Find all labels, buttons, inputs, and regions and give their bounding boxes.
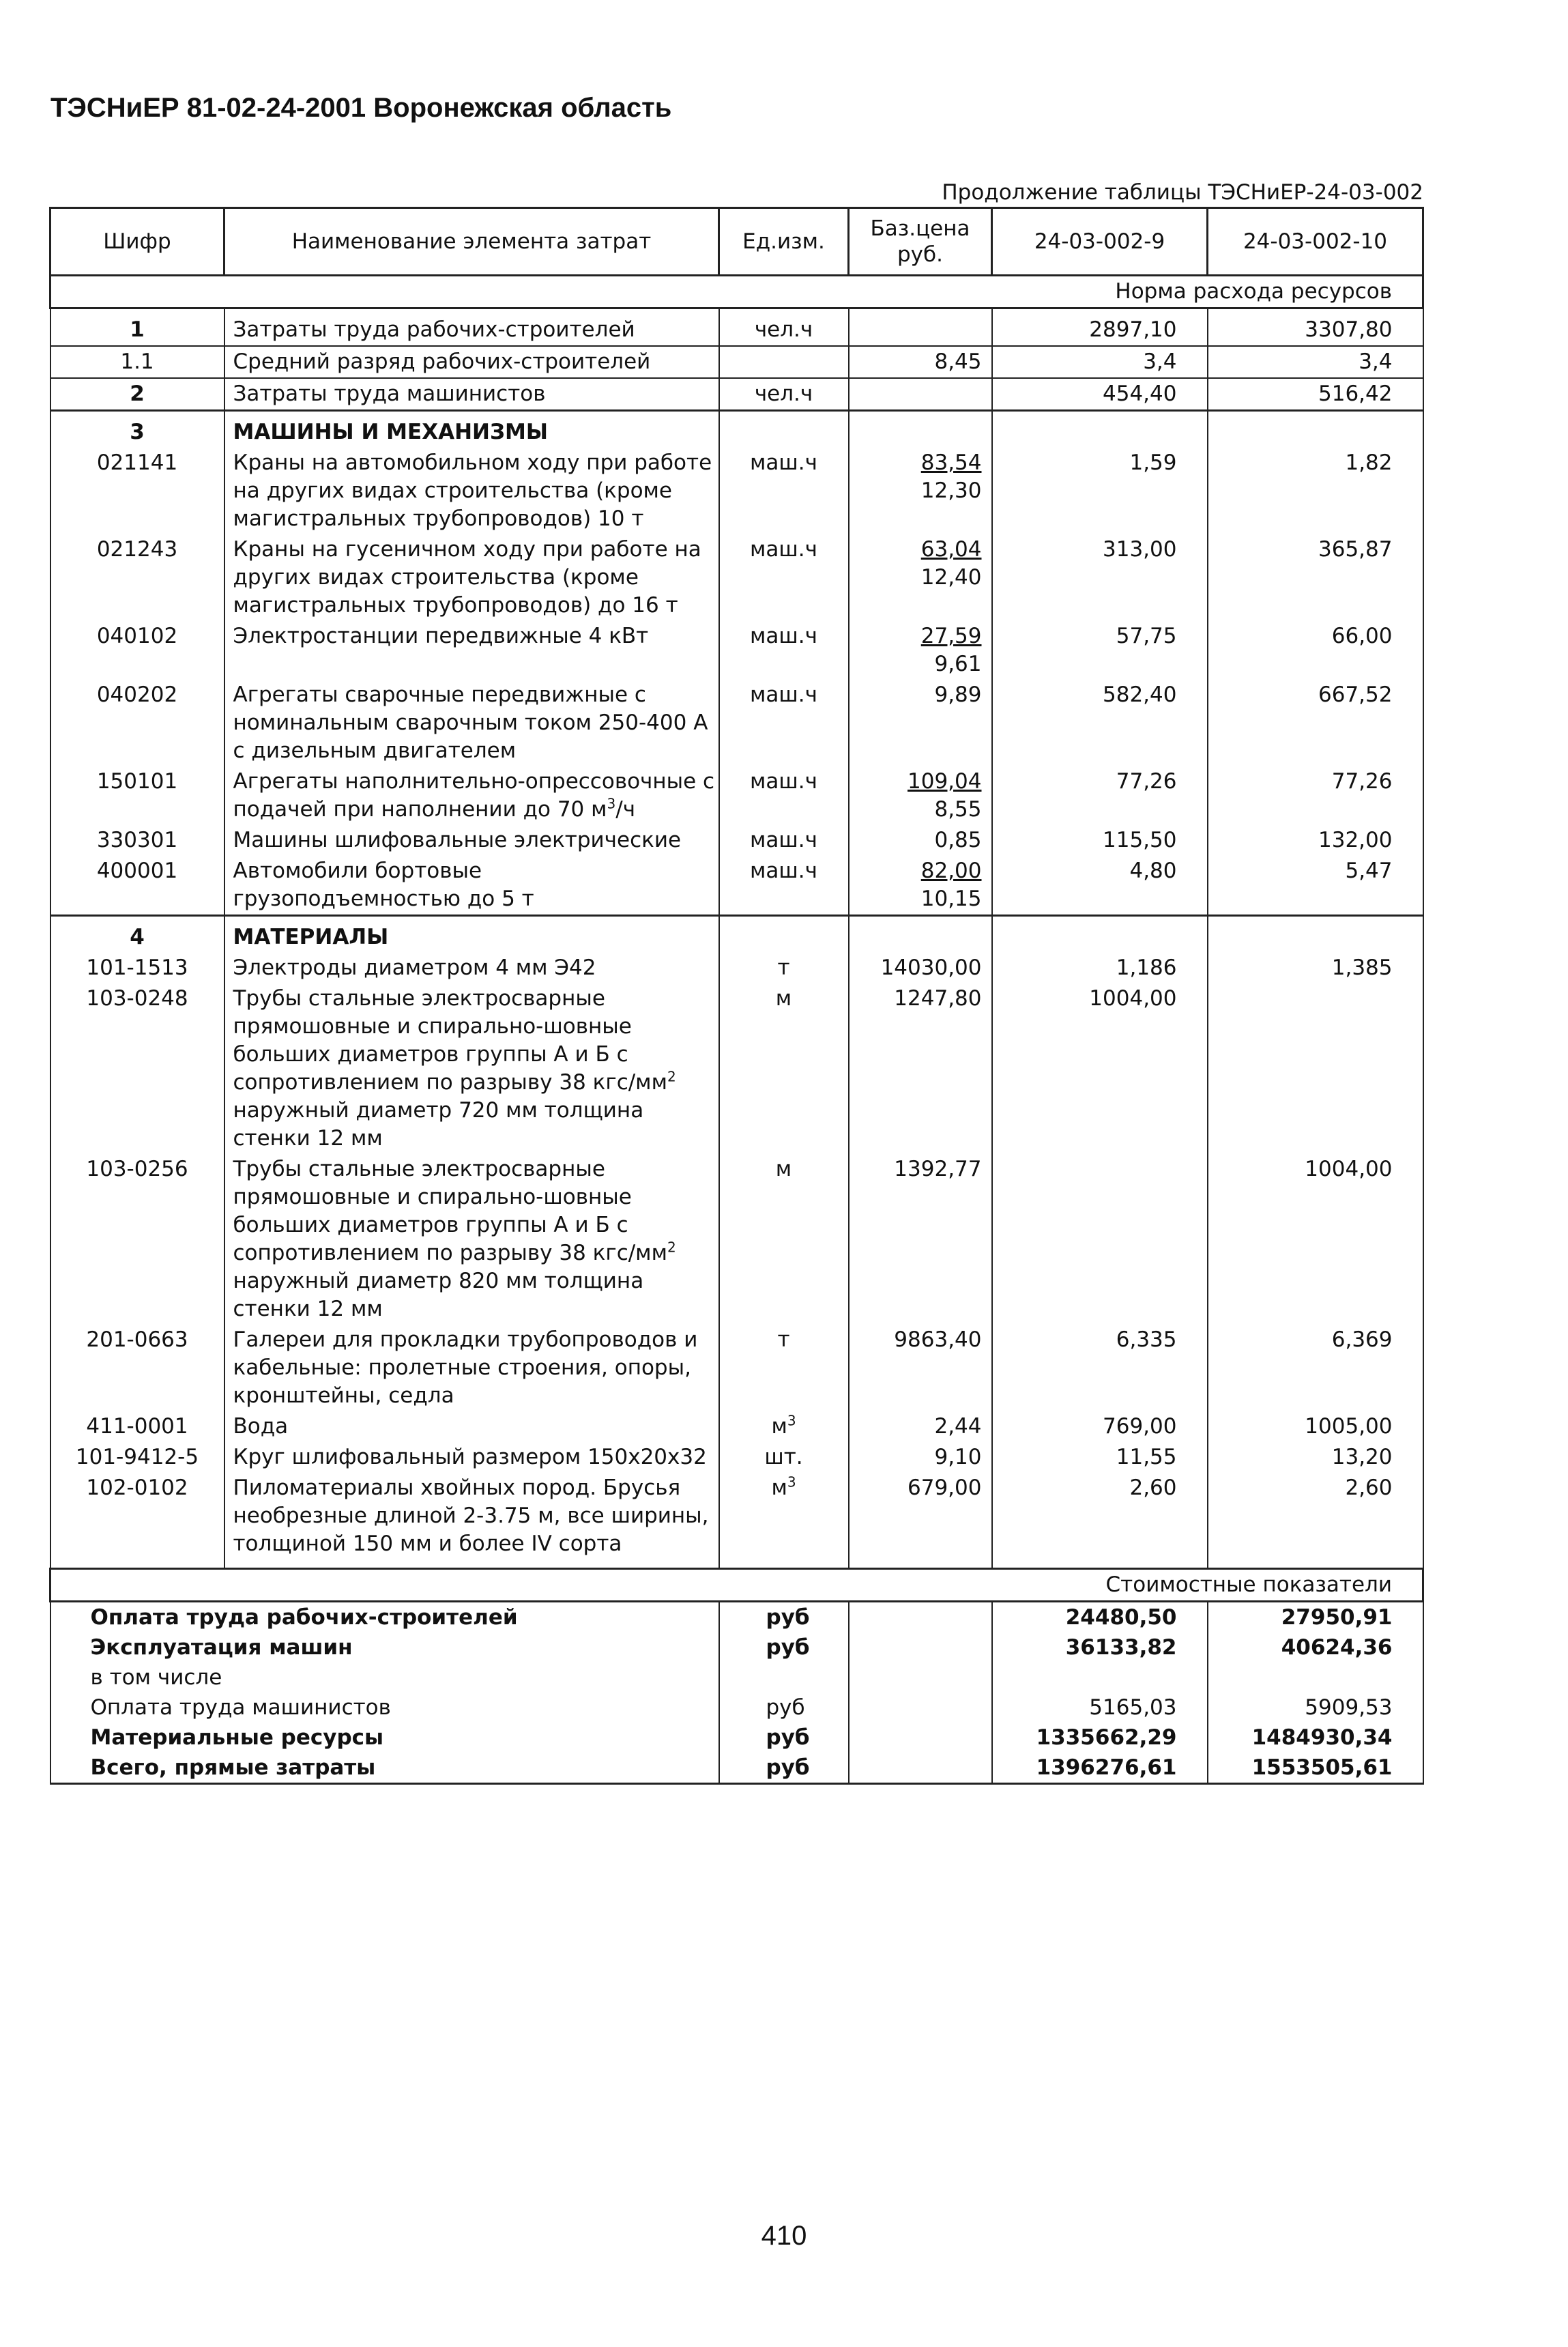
summary-unit: руб xyxy=(719,1723,849,1753)
row-unit-text: маш.ч xyxy=(750,682,817,707)
row-name-text: Машины шлифовальные электрические xyxy=(233,828,682,852)
price-top: 83,54 xyxy=(920,450,982,475)
row-name xyxy=(224,1473,719,1569)
header-name: Наименование элемента затрат xyxy=(224,208,719,276)
table-row xyxy=(50,856,1423,916)
row-name xyxy=(224,680,719,766)
row-value-b: 3307,80 xyxy=(1208,308,1423,347)
summary-value-b: 27950,91 xyxy=(1208,1602,1423,1633)
row-name-sup: 2 xyxy=(667,1239,676,1256)
summary-value-a: 36133,82 xyxy=(992,1632,1208,1662)
row-value-b: 667,52 xyxy=(1208,680,1423,766)
row-value-b: 1005,00 xyxy=(1208,1411,1423,1442)
summary-row xyxy=(50,1693,1423,1723)
price-fraction xyxy=(921,536,982,592)
row-unit xyxy=(719,448,849,534)
row-code: 1.1 xyxy=(50,346,224,378)
table-row xyxy=(50,916,1423,953)
table-row xyxy=(50,448,1423,534)
row-name xyxy=(224,856,719,916)
row-name xyxy=(224,1154,719,1325)
price-fraction xyxy=(921,622,982,678)
row-value-a: 57,75 xyxy=(992,621,1208,680)
row-unit-text: маш.ч xyxy=(750,828,817,852)
row-code: 150101 xyxy=(50,766,224,825)
row-unit-text: чел.ч xyxy=(754,317,813,342)
row-price xyxy=(849,983,992,1154)
row-unit xyxy=(719,983,849,1154)
row-code: 2 xyxy=(50,378,224,411)
row-value-a: 1004,00 xyxy=(992,983,1208,1154)
summary-unit: руб xyxy=(719,1602,849,1633)
header-price-line2: руб. xyxy=(897,242,943,267)
row-value-a: 769,00 xyxy=(992,1411,1208,1442)
row-value-a: 1,186 xyxy=(992,953,1208,983)
summary-unit xyxy=(719,1662,849,1693)
row-price xyxy=(849,680,992,766)
row-code: 102-0102 xyxy=(50,1473,224,1569)
price-value: 9,89 xyxy=(934,682,982,707)
price-value: 1247,80 xyxy=(894,986,982,1011)
table-row xyxy=(50,621,1423,680)
row-code: 400001 xyxy=(50,856,224,916)
row-name xyxy=(224,534,719,621)
summary-price xyxy=(849,1602,992,1633)
table-header-row xyxy=(50,208,1423,276)
row-value-a: 313,00 xyxy=(992,534,1208,621)
price-value: 679,00 xyxy=(908,1475,982,1500)
row-value-a xyxy=(992,916,1208,953)
row-price xyxy=(849,1442,992,1473)
band-cost: Стоимостные показатели xyxy=(50,1569,1423,1602)
row-code: 101-9412-5 xyxy=(50,1442,224,1473)
summary-value-a: 5165,03 xyxy=(992,1693,1208,1723)
row-name xyxy=(224,346,719,378)
row-value-b: 3,4 xyxy=(1208,346,1423,378)
table-row xyxy=(50,534,1423,621)
row-unit xyxy=(719,534,849,621)
row-value-b: 13,20 xyxy=(1208,1442,1423,1473)
row-value-b: 6,369 xyxy=(1208,1325,1423,1411)
summary-unit: руб xyxy=(719,1693,849,1723)
row-unit-sup: 3 xyxy=(787,1473,796,1491)
document-title: ТЭСНиЕР 81-02-24-2001 Воронежская область xyxy=(50,93,672,123)
summary-price xyxy=(849,1632,992,1662)
row-name xyxy=(224,621,719,680)
row-unit xyxy=(719,1473,849,1569)
header-price-line1: Баз.цена xyxy=(870,216,970,241)
row-value-b: 365,87 xyxy=(1208,534,1423,621)
row-value-a: 4,80 xyxy=(992,856,1208,916)
summary-price xyxy=(849,1662,992,1693)
table-row xyxy=(50,378,1423,411)
row-unit-text: м xyxy=(771,1475,787,1500)
price-top: 82,00 xyxy=(920,859,982,883)
summary-value-b: 5909,53 xyxy=(1208,1693,1423,1723)
table-row xyxy=(50,680,1423,766)
row-code: 021243 xyxy=(50,534,224,621)
row-price xyxy=(849,448,992,534)
row-code: 411-0001 xyxy=(50,1411,224,1442)
summary-label: Всего, прямые затраты xyxy=(50,1753,719,1784)
row-value-a: 582,40 xyxy=(992,680,1208,766)
row-unit-text: маш.ч xyxy=(750,537,817,562)
row-name xyxy=(224,308,719,347)
row-code: 3 xyxy=(50,411,224,448)
row-code: 021141 xyxy=(50,448,224,534)
resource-norms-table xyxy=(49,207,1424,1785)
row-unit-text: чел.ч xyxy=(754,381,813,406)
row-value-b xyxy=(1208,983,1423,1154)
row-unit-text: т xyxy=(777,1327,790,1352)
band-norm: Норма расхода ресурсов xyxy=(50,276,1423,308)
band-cost-row xyxy=(50,1569,1423,1602)
summary-row xyxy=(50,1632,1423,1662)
row-unit xyxy=(719,1325,849,1411)
row-price xyxy=(849,1154,992,1325)
page-number: 410 xyxy=(761,2221,807,2251)
summary-label: Материальные ресурсы xyxy=(50,1723,719,1753)
table-row xyxy=(50,1325,1423,1411)
row-unit xyxy=(719,856,849,916)
header-col-a: 24-03-002-9 xyxy=(992,208,1208,276)
row-name-sup: 2 xyxy=(667,1068,676,1085)
row-price xyxy=(849,621,992,680)
row-unit-text: маш.ч xyxy=(750,450,817,475)
row-name-tail: /ч xyxy=(615,797,636,822)
row-name-text: Круг шлифовальный размером 150x20x32 xyxy=(233,1445,707,1469)
row-name xyxy=(224,953,719,983)
row-unit xyxy=(719,680,849,766)
row-unit xyxy=(719,953,849,983)
row-name-text: Электроды диаметром 4 мм Э42 xyxy=(233,955,596,980)
summary-row xyxy=(50,1662,1423,1693)
row-price xyxy=(849,346,992,378)
row-value-a xyxy=(992,411,1208,448)
summary-label: Эксплуатация машин xyxy=(50,1632,719,1662)
price-value: 9863,40 xyxy=(894,1327,982,1352)
row-value-b: 1004,00 xyxy=(1208,1154,1423,1325)
table-row xyxy=(50,1473,1423,1569)
table-row xyxy=(50,1411,1423,1442)
row-price xyxy=(849,534,992,621)
row-name xyxy=(224,1442,719,1473)
price-value: 1392,77 xyxy=(894,1157,982,1181)
row-price xyxy=(849,916,992,953)
table-row xyxy=(50,953,1423,983)
row-name-text: Трубы стальные электросварные прямошовные и спирально-шовные больших диаметров группы А и Б с сопротивлением по разрыву 38 кгс/мм xyxy=(233,1157,667,1265)
table-continuation-caption: Продолжение таблицы ТЭСНиЕР-24-03-002 xyxy=(942,180,1423,205)
summary-price xyxy=(849,1693,992,1723)
row-value-b: 77,26 xyxy=(1208,766,1423,825)
row-value-a: 1,59 xyxy=(992,448,1208,534)
row-price xyxy=(849,1473,992,1569)
price-top: 109,04 xyxy=(908,769,982,794)
row-name-text: Затраты труда машинистов xyxy=(233,381,546,406)
price-bottom: 12,30 xyxy=(920,478,982,503)
row-unit-text: маш.ч xyxy=(750,624,817,648)
header-code: Шифр xyxy=(50,208,224,276)
row-value-b: 516,42 xyxy=(1208,378,1423,411)
row-name-text: Электростанции передвижные 4 кВт xyxy=(233,624,649,648)
row-value-a: 3,4 xyxy=(992,346,1208,378)
summary-label: Оплата труда рабочих-строителей xyxy=(50,1602,719,1633)
row-value-b xyxy=(1208,916,1423,953)
summary-row xyxy=(50,1753,1423,1784)
row-unit-text: м xyxy=(775,1157,792,1181)
row-code: 040102 xyxy=(50,621,224,680)
summary-value-b: 40624,36 xyxy=(1208,1632,1423,1662)
row-value-a: 6,335 xyxy=(992,1325,1208,1411)
row-name xyxy=(224,916,719,953)
table-row xyxy=(50,825,1423,856)
row-unit-text: шт. xyxy=(764,1445,803,1469)
row-name-text: Краны на автомобильном ходу при работе на других видах строительства (кроме магистральных трубопроводов) 10 т xyxy=(233,450,712,531)
summary-label: Оплата труда машинистов xyxy=(50,1693,719,1723)
summary-row xyxy=(50,1723,1423,1753)
row-price xyxy=(849,378,992,411)
summary-value-a: 1335662,29 xyxy=(992,1723,1208,1753)
row-name xyxy=(224,411,719,448)
price-bottom: 8,55 xyxy=(934,797,982,822)
row-value-a: 77,26 xyxy=(992,766,1208,825)
row-name xyxy=(224,448,719,534)
table-row xyxy=(50,346,1423,378)
row-name-text: Трубы стальные электросварные прямошовные и спирально-шовные больших диаметров группы А и Б с сопротивлением по разрыву 38 кгс/мм xyxy=(233,986,667,1095)
price-bottom: 12,40 xyxy=(920,565,982,590)
row-name-text: Агрегаты наполнительно-опрессовочные с подачей при наполнении до 70 м xyxy=(233,769,715,822)
price-bottom: 10,15 xyxy=(920,887,982,911)
row-name-text: Агрегаты сварочные передвижные с номинальным сварочным током 250-400 А с дизельным двигателем xyxy=(233,682,708,763)
summary-row xyxy=(50,1602,1423,1633)
row-name-text: Краны на гусеничном ходу при работе на других видах строительства (кроме магистральных трубопроводов) до 16 т xyxy=(233,537,701,618)
price-top: 27,59 xyxy=(920,624,982,648)
row-value-b: 66,00 xyxy=(1208,621,1423,680)
row-name-text: МАТЕРИАЛЫ xyxy=(233,925,389,949)
row-price xyxy=(849,411,992,448)
row-unit-text: маш.ч xyxy=(750,769,817,794)
row-unit-text: м xyxy=(771,1414,787,1439)
row-unit xyxy=(719,411,849,448)
row-price xyxy=(849,308,992,347)
row-unit-text: маш.ч xyxy=(750,859,817,883)
row-name-text: Средний разряд рабочих-строителей xyxy=(233,349,651,374)
summary-unit: руб xyxy=(719,1632,849,1662)
row-value-b: 2,60 xyxy=(1208,1473,1423,1569)
row-code: 101-1513 xyxy=(50,953,224,983)
row-name xyxy=(224,825,719,856)
table-row xyxy=(50,1442,1423,1473)
row-unit-text: т xyxy=(777,955,790,980)
row-value-a: 2897,10 xyxy=(992,308,1208,347)
row-code: 201-0663 xyxy=(50,1325,224,1411)
row-code: 103-0256 xyxy=(50,1154,224,1325)
row-code: 040202 xyxy=(50,680,224,766)
table-row xyxy=(50,411,1423,448)
summary-value-b xyxy=(1208,1662,1423,1693)
price-bottom: 9,61 xyxy=(934,652,982,676)
row-value-b: 132,00 xyxy=(1208,825,1423,856)
price-fraction xyxy=(908,768,981,824)
row-name xyxy=(224,378,719,411)
price-value: 8,45 xyxy=(934,349,982,374)
row-name-text: Вода xyxy=(233,1414,289,1439)
row-unit-sup: 3 xyxy=(787,1412,796,1429)
row-value-b: 5,47 xyxy=(1208,856,1423,916)
row-unit xyxy=(719,308,849,347)
row-value-b xyxy=(1208,411,1423,448)
summary-label: в том числе xyxy=(50,1662,719,1693)
table-row xyxy=(50,766,1423,825)
row-value-b: 1,385 xyxy=(1208,953,1423,983)
table-row xyxy=(50,308,1423,347)
price-fraction xyxy=(921,449,982,505)
row-value-a: 454,40 xyxy=(992,378,1208,411)
row-value-a: 115,50 xyxy=(992,825,1208,856)
row-unit xyxy=(719,1411,849,1442)
row-unit xyxy=(719,346,849,378)
row-price xyxy=(849,953,992,983)
band-norm-row xyxy=(50,276,1423,308)
summary-unit: руб xyxy=(719,1753,849,1784)
row-unit xyxy=(719,1154,849,1325)
row-unit xyxy=(719,1442,849,1473)
summary-value-a: 1396276,61 xyxy=(992,1753,1208,1784)
summary-value-b: 1484930,34 xyxy=(1208,1723,1423,1753)
row-name-text: Автомобили бортовые грузоподъемностью до 5 т xyxy=(233,859,534,911)
row-code: 330301 xyxy=(50,825,224,856)
row-unit xyxy=(719,621,849,680)
row-name-rest: наружный диаметр 820 мм толщина стенки 12 мм xyxy=(233,1269,644,1321)
row-name-text: МАШИНЫ И МЕХАНИЗМЫ xyxy=(233,420,548,444)
row-name xyxy=(224,766,719,825)
row-unit-text: м xyxy=(775,986,792,1011)
row-code: 103-0248 xyxy=(50,983,224,1154)
price-value: 14030,00 xyxy=(880,955,982,980)
header-price xyxy=(849,208,992,276)
row-code: 1 xyxy=(50,308,224,347)
row-value-a: 2,60 xyxy=(992,1473,1208,1569)
row-price xyxy=(849,856,992,916)
price-value: 0,85 xyxy=(934,828,982,852)
row-name-text: Затраты труда рабочих-строителей xyxy=(233,317,635,342)
price-fraction xyxy=(921,857,982,913)
row-price xyxy=(849,766,992,825)
table-row xyxy=(50,1154,1423,1325)
row-value-a: 11,55 xyxy=(992,1442,1208,1473)
row-price xyxy=(849,825,992,856)
row-unit xyxy=(719,916,849,953)
summary-price xyxy=(849,1753,992,1784)
row-name-rest: наружный диаметр 720 мм толщина стенки 12 мм xyxy=(233,1098,644,1151)
row-value-b: 1,82 xyxy=(1208,448,1423,534)
row-name xyxy=(224,983,719,1154)
row-value-a xyxy=(992,1154,1208,1325)
row-price xyxy=(849,1411,992,1442)
summary-value-a: 24480,50 xyxy=(992,1602,1208,1633)
summary-price xyxy=(849,1723,992,1753)
row-name xyxy=(224,1325,719,1411)
header-col-b: 24-03-002-10 xyxy=(1208,208,1423,276)
row-name-text: Галереи для прокладки трубопроводов и кабельные: пролетные строения, опоры, кронштейны, седла xyxy=(233,1327,698,1408)
summary-value-a xyxy=(992,1662,1208,1693)
row-code: 4 xyxy=(50,916,224,953)
row-unit xyxy=(719,766,849,825)
table-row xyxy=(50,983,1423,1154)
row-price xyxy=(849,1325,992,1411)
price-value: 9,10 xyxy=(934,1445,982,1469)
header-unit: Ед.изм. xyxy=(719,208,849,276)
row-name xyxy=(224,1411,719,1442)
price-value: 2,44 xyxy=(934,1414,982,1439)
row-unit xyxy=(719,825,849,856)
row-name-sup: 3 xyxy=(607,795,616,812)
row-unit xyxy=(719,378,849,411)
summary-value-b: 1553505,61 xyxy=(1208,1753,1423,1784)
row-name-text: Пиломатериалы хвойных пород. Брусья необрезные длиной 2-3.75 м, все ширины, толщиной 150 мм и более IV сорта xyxy=(233,1475,709,1556)
price-top: 63,04 xyxy=(920,537,982,562)
